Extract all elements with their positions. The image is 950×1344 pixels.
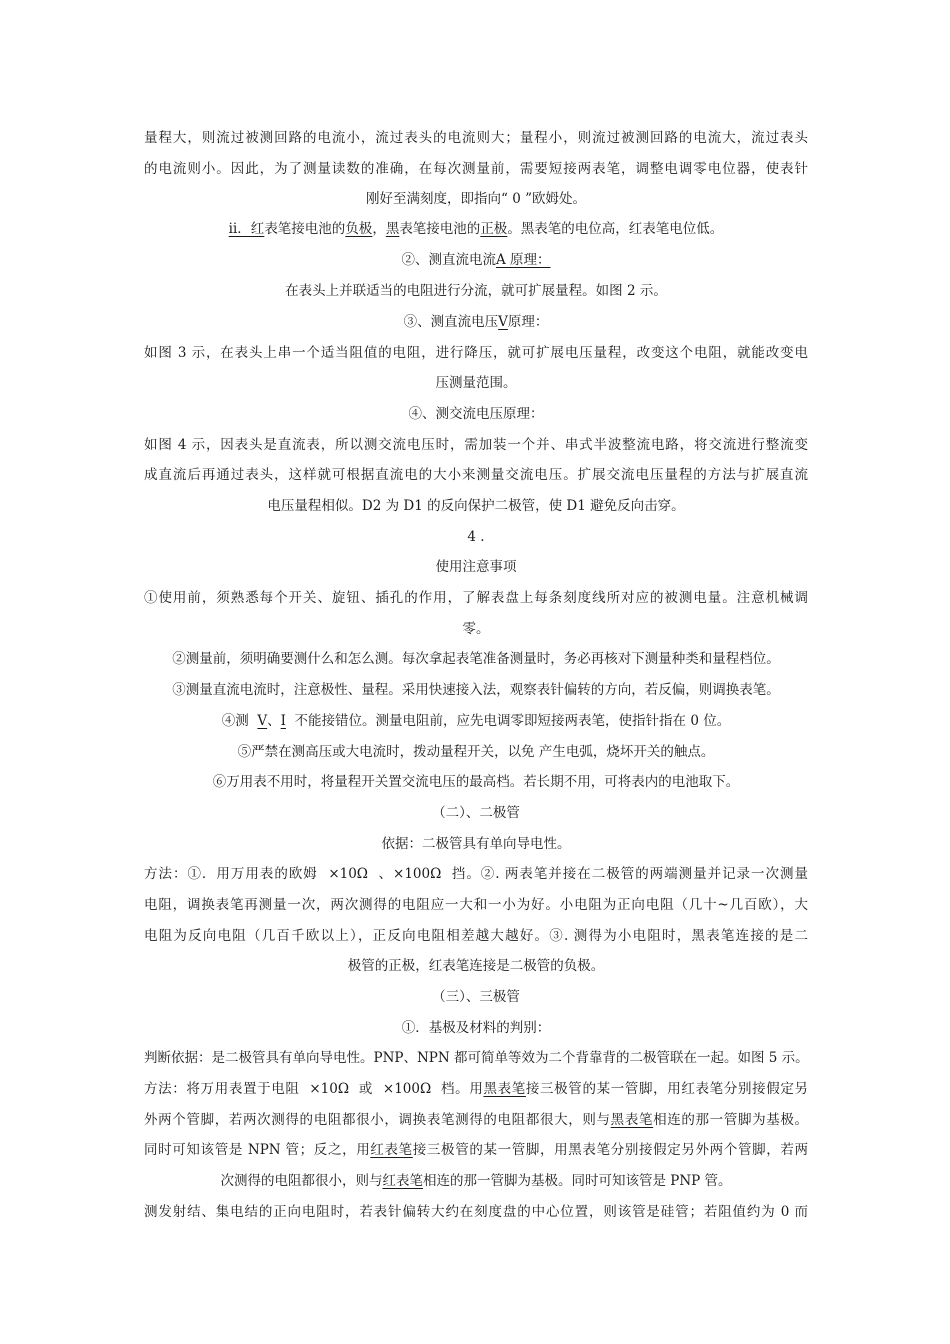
- text-run: 相连的那一管脚为基极。同时可知该管是 PNP 管。: [422, 1173, 732, 1189]
- paragraph-line: [144, 706, 808, 737]
- paragraph-line: 的电流则小。因此，为了测量读数的准确，在每次测量前，需要短接两表笔，调整电调零电位器，使表针: [144, 161, 808, 177]
- text-run: 次测得的电阻都很小，则与: [220, 1173, 383, 1189]
- text-run: ②、测直流电流: [401, 252, 496, 268]
- paragraph-line: ⑥万用表不用时，将量程开关置交流电压的最高档。若长期不用，可将表内的电池取下。: [212, 774, 740, 790]
- text-run: 表笔接电池的: [399, 221, 481, 237]
- text-run: 。黑表笔的电位高，红表笔电位低。: [507, 221, 724, 237]
- paragraph-line: 在表头上并联适当的电阻进行分流，就可扩展量程。如图 2 示。: [285, 283, 667, 299]
- section-heading: ④、测交流电压原理：: [408, 406, 544, 422]
- paragraph-line: 判断依据：是二极管具有单向导电性。PNP、NPN 都可简单等效为二个背靠背的二极管联在一起。如图 5 示。: [144, 1050, 809, 1066]
- section-heading: （二）、二极管: [432, 805, 520, 821]
- text-run: ④测: [221, 713, 258, 729]
- paragraph-line: 如图 3 示，在表头上串一个适当阻值的电阻，进行降压，就可扩展电压量程，改变这个电阻，就能改变电: [144, 345, 808, 361]
- text-run: 、: [267, 713, 281, 729]
- paragraph-line: 如图 4 示，因表头是直流表，所以测交流电压时，需加装一个并、串式半波整流电路，将交流进行整流变: [144, 437, 808, 453]
- paragraph-line: 量程大，则流过被测回路的电流小，流过表头的电流则大；量程小，则流过被测回路的电流大，流过表头: [144, 130, 808, 146]
- underlined-text: A 原理：: [495, 252, 551, 268]
- text-run: 接三极管的某一管脚，用黑表笔分别接假定另外两个管脚，若两: [412, 1142, 809, 1158]
- underlined-text: 黑表笔: [610, 1112, 654, 1128]
- section-heading: [144, 307, 808, 338]
- paragraph-line: ⑤严禁在测高压或大电流时，拨动量程开关，以免 产生电弧，烧坏开关的触点。: [237, 744, 715, 760]
- paragraph-line: 方法：①．用万用表的欧姆 ×10Ω 、×100Ω 挡。②. 两表笔并接在二极管的两端测量并记录一次测量: [144, 866, 808, 882]
- section-heading: 使用注意事项: [435, 559, 517, 575]
- paragraph-line: 电阻，调换表笔再测量一次，两次测得的电阻应一大和一小为好。小电阻为正向电阻（几十~几百欧），大: [144, 897, 808, 913]
- text-run: 原理：: [507, 314, 549, 330]
- paragraph-line: 成直流后再通过表头，这样就可根据直流电的大小来测量交流电压。扩展交流电压量程的方法与扩展直流: [144, 467, 808, 483]
- paragraph-line: [144, 1135, 808, 1166]
- text-run: ③、测直流电压: [403, 314, 499, 330]
- section-heading: ①．基极及材料的判别：: [401, 1020, 551, 1036]
- paragraph-line: 测发射结、集电结的正向电阻时，若表针偏转大约在刻度盘的中心位置，则该管是硅管；若阻值约为 0 而: [144, 1204, 808, 1220]
- paragraph-line: 极管的正极，红表笔连接是二极管的负极。: [347, 958, 605, 974]
- section-heading: [144, 245, 808, 276]
- paragraph-line: ②测量前，须明确要测什么和怎么测。每次拿起表笔准备测量时，务必再核对下测量种类和量程档位。: [172, 651, 780, 667]
- text-run: 不能接错位。测量电阻前，应先电调零即短接两表笔，使指针指在 0 位。: [285, 713, 731, 729]
- underlined-text: 正极: [480, 221, 508, 237]
- paragraph-line: 零。: [462, 621, 490, 637]
- section-number: 4 .: [467, 529, 485, 545]
- paragraph-line: 电阻为反向电阻（几百千欧以上），正反向电阻相差越大越好。③. 测得为小电阻时，黑表笔连接的是二: [144, 928, 808, 944]
- text-run: 相连的那一管脚为基极。: [653, 1112, 809, 1128]
- paragraph-line: [144, 1074, 808, 1105]
- paragraph-line: ①使用前，须熟悉每个开关、旋钮、插孔的作用，了解表盘上每条刻度线所对应的被测电量。注意机械调: [144, 590, 808, 606]
- underlined-text: 红表笔: [370, 1142, 413, 1158]
- underlined-text: 负极: [345, 221, 373, 237]
- underlined-text: 黑表笔: [483, 1081, 526, 1097]
- paragraph-line: 电压量程相似。D2 为 D1 的反向保护二极管，使 D1 避免反向击穿。: [267, 498, 685, 514]
- underlined-text: 黑: [385, 221, 400, 237]
- paragraph-line: 刚好至满刻度，即指向“ 0 ”欧姆处。: [366, 191, 586, 207]
- text-run: 方法：将万用表置于电阻 ×10Ω 或 ×100Ω 档。用: [144, 1081, 484, 1097]
- underlined-text: I: [280, 713, 286, 729]
- paragraph-line: ③测量直流电流时，注意极性、量程。采用快速接入法，观察表针偏转的方向，若反偏，则调换表笔。: [172, 682, 780, 698]
- paragraph-line: [144, 214, 808, 245]
- underlined-text: 红表笔: [382, 1173, 423, 1189]
- underlined-text: ⅱ．红: [228, 221, 265, 237]
- section-heading: （三）、三极管: [432, 989, 520, 1005]
- paragraph-line: 压测量范围。: [435, 375, 517, 391]
- underlined-text: V: [257, 713, 268, 729]
- paragraph-line: [144, 1166, 808, 1197]
- text-run: 表笔接电池的: [264, 221, 346, 237]
- text-run: ，: [372, 221, 386, 237]
- text-run: 外两个管脚，若两次测得的电阻都很小，调换表笔测得的电阻都很大，则与: [144, 1112, 611, 1128]
- underlined-text: V: [498, 314, 508, 330]
- text-run: 同时可知该管是 NPN 管；反之，用: [144, 1142, 371, 1158]
- text-run: 接三极管的某一管脚，用红表笔分别接假定另: [525, 1081, 809, 1097]
- paragraph-line: [144, 1105, 808, 1136]
- paragraph-line: 依据：二极管具有单向导电性。: [381, 836, 571, 852]
